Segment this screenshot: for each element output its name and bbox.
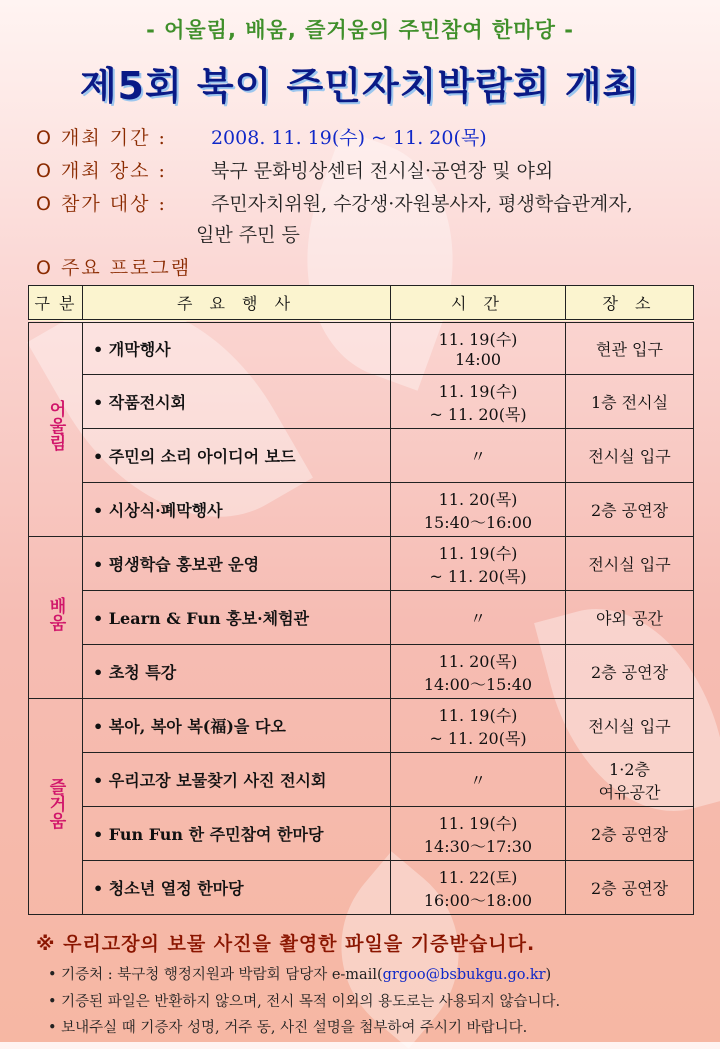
table-row <box>29 321 694 375</box>
group-label <box>29 321 83 537</box>
time-cell: 11. 19(수) ~ 11. 20(목) <box>391 699 566 753</box>
subtitle: - 어울림, 배움, 즐거움의 주민참여 한마당 - <box>146 18 574 42</box>
place-cell: 전시실 입구 <box>566 699 694 753</box>
info-venue: O 개최 장소 : 북구 문화빙상센터 전시실·공연장 및 야외 <box>36 160 554 182</box>
place-cell: 2층 공연장 <box>566 861 694 915</box>
table-row <box>29 861 694 915</box>
table-row <box>29 483 694 537</box>
program-table <box>28 285 694 915</box>
bullet-contact: • 기증처 : 북구청 행정지원과 박람회 담당자 e-mail(grgoo@bsbukgu.go.kr) <box>48 967 552 983</box>
table-row <box>29 429 694 483</box>
col-header: 주 요 행 사 <box>83 286 391 321</box>
time-cell: 〃 <box>391 753 566 807</box>
group-name: 어울림 <box>45 400 66 452</box>
place-cell: 2층 공연장 <box>566 483 694 537</box>
table-row <box>29 807 694 861</box>
notice: ※ 우리고장의 보물 사진을 촬영한 파일을 기증받습니다. <box>36 933 536 955</box>
event-cell: • Fun Fun 한 주민참여 한마당 <box>83 807 391 861</box>
time-cell: 11. 19(수) ~ 11. 20(목) <box>391 375 566 429</box>
event-cell: • 평생학습 홍보관 운영 <box>83 537 391 591</box>
group-name: 즐거움 <box>45 777 66 829</box>
time-cell: 11. 19(수) 14:00 <box>391 321 566 375</box>
event-cell: • 시상식·폐막행사 <box>83 483 391 537</box>
bullet-attach: • 보내주실 때 기증자 성명, 거주 동, 사진 설명을 첨부하여 주시기 바랍니다. <box>48 1020 528 1036</box>
page-title: 제5회 북이 주민자치박람회 개최 <box>79 64 641 108</box>
time-cell: 〃 <box>391 429 566 483</box>
time-cell: 〃 <box>391 591 566 645</box>
place-cell: 현관 입구 <box>566 321 694 375</box>
info-period: O 개최 기간 : 2008. 11. 19(수) ~ 11. 20(목) <box>36 127 487 149</box>
event-cell: • 주민의 소리 아이디어 보드 <box>83 429 391 483</box>
place-cell: 야외 공간 <box>566 591 694 645</box>
info-target-cont: 일반 주민 등 <box>196 224 300 246</box>
event-cell: • 초청 특강 <box>83 645 391 699</box>
place-cell: 1·2층 여유공간 <box>566 753 694 807</box>
place-cell: 2층 공연장 <box>566 807 694 861</box>
bullet-return: • 기증된 파일은 반환하지 않으며, 전시 목적 이외의 용도로는 사용되지 않습니다. <box>48 994 561 1010</box>
group-label <box>29 537 83 699</box>
group-label <box>29 699 83 915</box>
event-cell: • 개막행사 <box>83 321 391 375</box>
table-row <box>29 375 694 429</box>
event-cell: • 우리고장 보물찾기 사진 전시회 <box>83 753 391 807</box>
place-cell: 2층 공연장 <box>566 645 694 699</box>
event-cell: • 청소년 열정 한마당 <box>83 861 391 915</box>
event-cell: • 작품전시회 <box>83 375 391 429</box>
table-row <box>29 753 694 807</box>
time-cell: 11. 20(목) 14:00～15:40 <box>391 645 566 699</box>
time-cell: 11. 19(수) 14:30～17:30 <box>391 807 566 861</box>
place-cell: 전시실 입구 <box>566 537 694 591</box>
table-row <box>29 591 694 645</box>
col-header: 시 간 <box>391 286 566 321</box>
time-cell: 11. 22(토) 16:00～18:00 <box>391 861 566 915</box>
email-link[interactable]: grgoo@bsbukgu.go.kr <box>382 967 546 983</box>
group-name: 배움 <box>45 597 66 631</box>
event-cell: • Learn & Fun 홍보·체험관 <box>83 591 391 645</box>
place-cell: 1층 전시실 <box>566 375 694 429</box>
time-cell: 11. 20(목) 15:40～16:00 <box>391 483 566 537</box>
time-cell: 11. 19(수) ~ 11. 20(목) <box>391 537 566 591</box>
event-cell: • 복아, 복아 복(福)을 다오 <box>83 699 391 753</box>
info-target: O 참가 대상 : 주민자치위원, 수강생·자원봉사자, 평생학습관계자, <box>36 193 633 215</box>
table-row <box>29 537 694 591</box>
place-cell: 전시실 입구 <box>566 429 694 483</box>
col-header: 구 분 <box>29 286 83 321</box>
table-row <box>29 645 694 699</box>
table-row <box>29 699 694 753</box>
info-program: O 주요 프로그램 <box>36 257 192 279</box>
col-header: 장 소 <box>566 286 694 321</box>
